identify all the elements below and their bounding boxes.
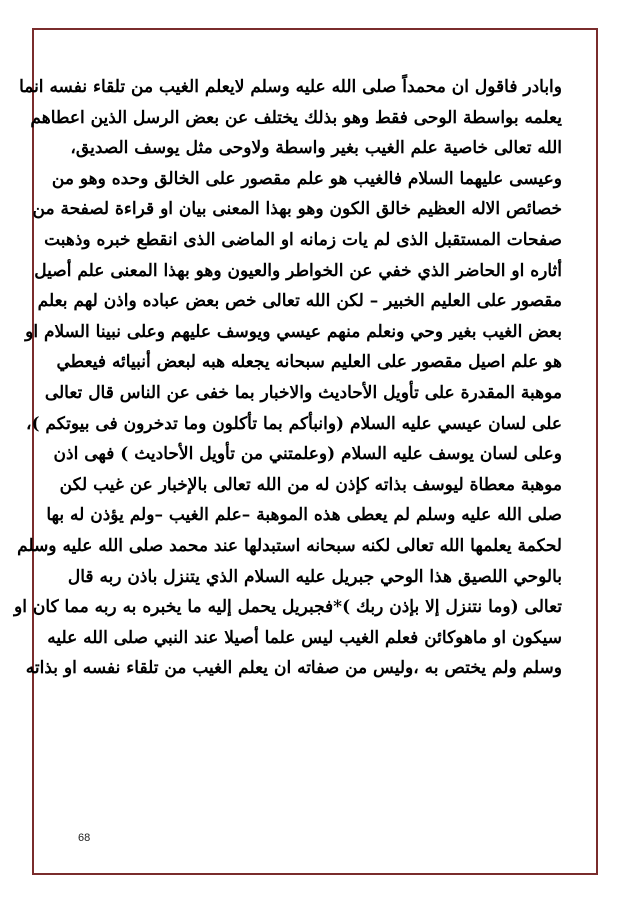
text-line: سيكون او ماهوكائن فعلم الغيب ليس علما أصيلا عند النبي صلى الله عليه — [47, 627, 562, 648]
text-line: على لسان عيسي عليه السلام (وانبأكم بما تأكلون وما تدخرون فى بيوتكم )، — [25, 413, 562, 434]
text-line: موهبة المقدرة على تأويل الأحاديث والاخبار بما خفى عن الناس قال تعالى — [44, 382, 562, 403]
text-line: صلى الله عليه وسلم لم يعطى هذه الموهبة –علم الغيب –ولم يؤذن له بها — [46, 505, 562, 526]
page-number: 68 — [78, 832, 91, 844]
text-line: لحكمة يعلمها الله تعالى لكنه سبحانه استبدلها عند محمد صلى الله عليه وسلم — [17, 535, 562, 556]
arabic-text-body — [14, 72, 562, 684]
text-line: تعالى (وما نتنزل إلا بإذن ربك )*فجبريل يحمل إليه ما يخبره به ربه مما كان او — [14, 597, 562, 618]
text-line: مقصور على العليم الخبير – لكن الله تعالى خص بعض عباده واذن لهم بعلم — [37, 291, 562, 312]
text-line: خصائص الاله العظيم خالق الكون وهو بهذا المعنى بيان او قراءة لصفحة من — [32, 199, 562, 220]
text-line: وسلم ولم يختص به ،وليس من صفاته ان يعلم الغيب من تلقاء نفسه او بذاته — [25, 658, 562, 679]
text-line: وعلى لسان يوسف عليه السلام (وعلمتني من تأويل الأحاديث ) فهى اذن — [53, 444, 562, 465]
text-line: هو علم اصيل مقصور على العليم سبحانه يجعله هبه لبعض أنبيائه فيعطي — [56, 352, 562, 373]
text-line: بعض الغيب بغير وحي ونعلم منهم عيسي ويوسف عليهم وعلى نبينا السلام او — [25, 321, 562, 342]
text-line: الله تعالى خاصية علم الغيب بغير واسطة ولاوحى مثل يوسف الصديق، — [70, 138, 562, 159]
text-line: وعيسى عليهما السلام فالغيب هو علم مقصور على الخالق وحده وهو من — [51, 168, 562, 189]
text-line: صفحات المستقبل الذى لم يات زمانه او الماضى الذى انقطع خبره وذهبت — [44, 229, 562, 250]
text-line: يعلمه بواسطة الوحى فقط وهو بذلك يختلف عن بعض الرسل الذين اعطاهم — [30, 107, 562, 128]
text-line: موهبة معطاة ليوسف بذاته كإذن له من الله تعالى بالإخبار عن غيب لكن — [59, 474, 562, 495]
text-line: أثاره او الحاضر الذي خفي عن الخواطر والعيون وهو بهذا المعنى علم أصيل — [34, 260, 562, 281]
text-line: بالوحي اللصيق هذا الوحي جبريل عليه السلام الذي يتنزل باذن ربه قال — [67, 566, 562, 587]
text-line: وابادر فاقول ان محمداً صلى الله عليه وسلم لايعلم الغيب من تلقاء نفسه انما — [19, 77, 562, 97]
